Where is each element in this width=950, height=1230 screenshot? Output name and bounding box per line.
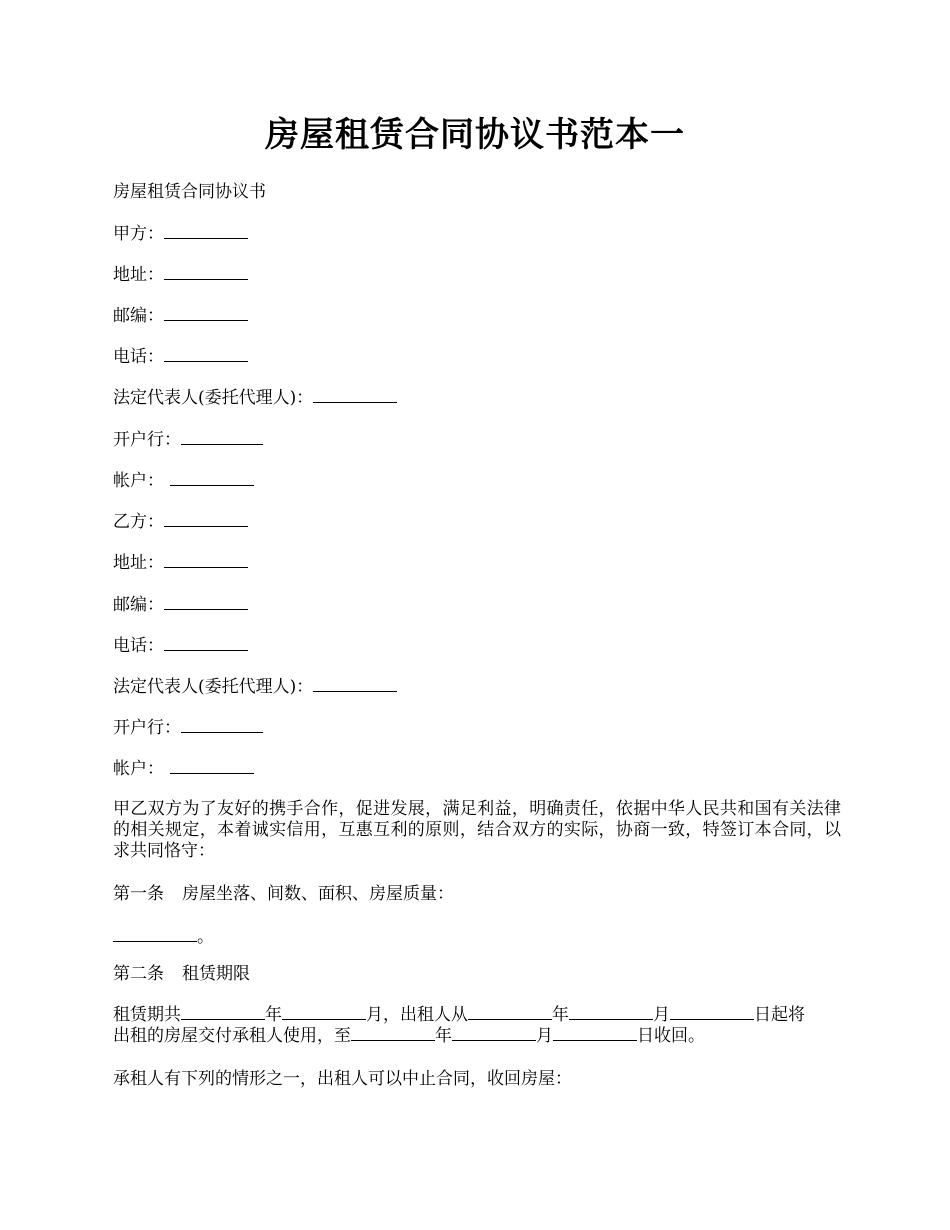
article-1-blank: [113, 925, 197, 942]
party-a-rep-label: 法定代表人(委托代理人)：: [113, 388, 314, 408]
preamble-paragraph: 甲乙双方为了友好的携手合作，促进发展，满足利益，明确责任，依据中华人民共和国有关法律的相关规定，本着诚实信用，互惠互利的原则，结合双方的实际，协商一致，特签订本合同，以求共同恪守：: [113, 799, 841, 861]
party-a-address-blank: [164, 263, 248, 280]
party-b-label: 乙方：: [113, 512, 164, 532]
party-a-postcode-row: [113, 304, 248, 327]
party-a-blank: [164, 222, 248, 239]
party-a-bank-blank: [181, 428, 263, 445]
month-text-3: 月: [536, 1026, 553, 1046]
article-2-title: 租赁期限: [182, 964, 250, 984]
lease-term-line-2: [113, 1024, 705, 1047]
end-day-blank: [553, 1024, 637, 1041]
day-from-text: 日起将: [754, 1005, 805, 1025]
party-b-bank-label: 开户行：: [113, 718, 181, 738]
party-b-address-blank: [164, 551, 248, 568]
party-a-row: [113, 222, 248, 245]
party-a-address-row: [113, 263, 248, 286]
party-b-phone-row: [113, 634, 248, 657]
start-day-blank: [670, 1003, 754, 1020]
lease-term-total-text: 租赁期共: [113, 1005, 181, 1025]
party-b-phone-label: 电话：: [113, 636, 164, 656]
end-month-blank: [452, 1024, 536, 1041]
party-a-account-blank: [170, 469, 254, 486]
party-a-bank-label: 开户行：: [113, 430, 181, 450]
party-b-rep-blank: [313, 675, 397, 692]
party-b-phone-blank: [164, 634, 248, 651]
article-1-number: 第一条: [113, 884, 164, 904]
lease-months-blank: [282, 1003, 366, 1020]
party-a-account-label: 帐户：: [113, 471, 164, 491]
article-2-number: 第二条: [113, 964, 164, 984]
day-back-text: 日收回。: [637, 1026, 705, 1046]
article-1-end-mark: 。: [197, 927, 214, 947]
party-a-postcode-label: 邮编：: [113, 306, 164, 326]
party-b-postcode-blank: [164, 593, 248, 610]
party-b-bank-row: [113, 716, 263, 739]
lease-term-line-1: [113, 1003, 805, 1026]
article-1-title: 房屋坐落、间数、面积、房屋质量：: [182, 884, 454, 904]
party-a-rep-row: [113, 386, 397, 409]
party-b-postcode-row: [113, 593, 248, 616]
lease-years-blank: [181, 1003, 265, 1020]
party-a-phone-row: [113, 345, 248, 368]
article-1-content: [113, 925, 214, 948]
subtitle: 房屋租赁合同协议书: [113, 182, 266, 202]
party-b-rep-label: 法定代表人(委托代理人)：: [113, 677, 314, 697]
party-b-row: [113, 510, 248, 533]
party-a-phone-blank: [164, 345, 248, 362]
party-a-postcode-blank: [164, 304, 248, 321]
party-b-rep-row: [113, 675, 397, 698]
month-from-text: 月，出租人从: [366, 1005, 468, 1025]
termination-intro: 承租人有下列的情形之一，出租人可以中止合同，收回房屋：: [113, 1069, 572, 1089]
end-year-blank: [351, 1024, 435, 1041]
party-a-rep-blank: [313, 386, 397, 403]
party-a-account-row: [113, 469, 254, 492]
article-1-heading: [113, 883, 454, 905]
party-b-account-label: 帐户：: [113, 759, 164, 779]
party-b-postcode-label: 邮编：: [113, 595, 164, 615]
year-text: 年: [265, 1005, 282, 1025]
party-b-account-blank: [170, 757, 254, 774]
document-title: 房屋租赁合同协议书范本一: [265, 115, 685, 155]
article-2-heading: [113, 963, 250, 985]
party-b-account-row: [113, 757, 254, 780]
party-a-bank-row: [113, 428, 263, 451]
year-text-2: 年: [552, 1005, 569, 1025]
month-text-2: 月: [653, 1005, 670, 1025]
party-b-address-label: 地址：: [113, 553, 164, 573]
party-a-address-label: 地址：: [113, 265, 164, 285]
year-text-3: 年: [435, 1026, 452, 1046]
party-b-blank: [164, 510, 248, 527]
party-b-bank-blank: [181, 716, 263, 733]
start-year-blank: [468, 1003, 552, 1020]
party-a-label: 甲方：: [113, 224, 164, 244]
deliver-text: 出租的房屋交付承租人使用，至: [113, 1026, 351, 1046]
start-month-blank: [569, 1003, 653, 1020]
party-a-phone-label: 电话：: [113, 347, 164, 367]
party-b-address-row: [113, 551, 248, 574]
